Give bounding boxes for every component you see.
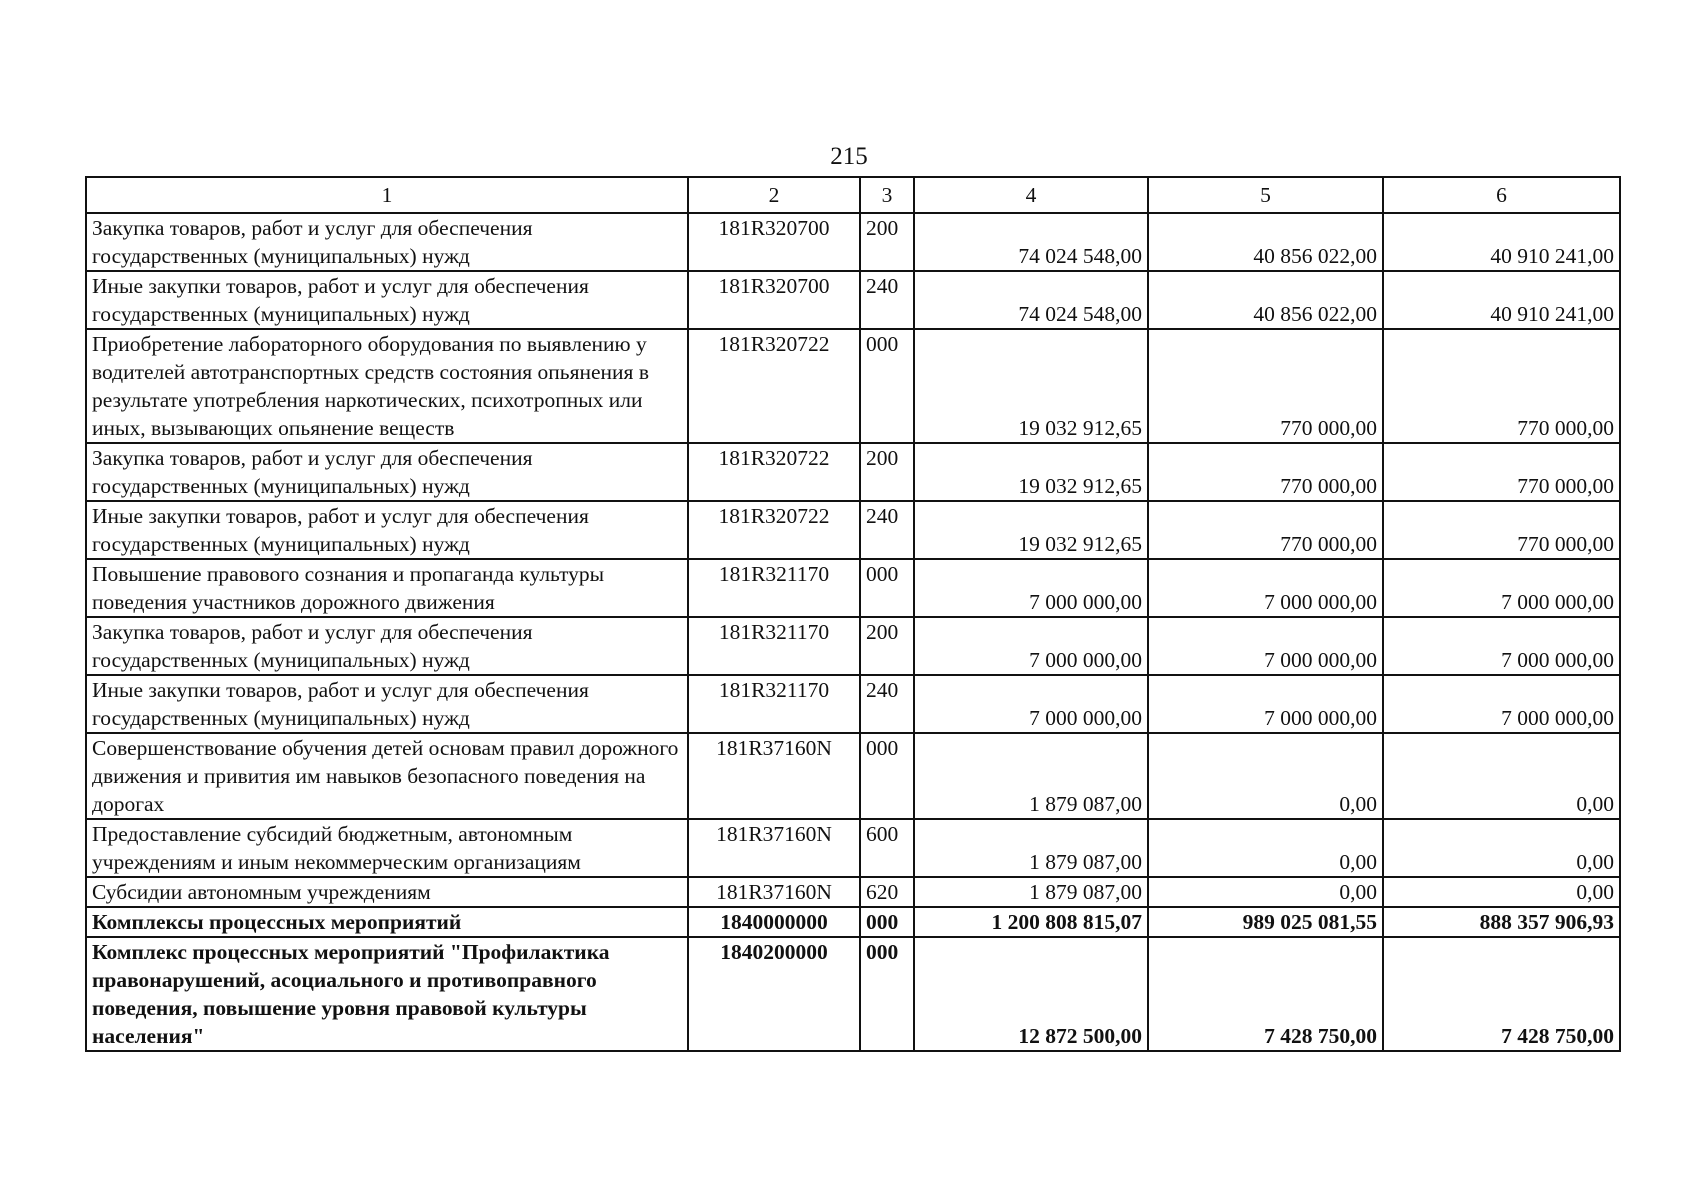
row-expense-type: 600	[860, 819, 914, 877]
table-row	[86, 877, 1620, 907]
row-amount-col4: 12 872 500,00	[914, 937, 1148, 1051]
row-expense-type: 240	[860, 501, 914, 559]
row-expense-type: 000	[860, 329, 914, 443]
row-expense-type: 000	[860, 907, 914, 937]
row-amount-col5: 770 000,00	[1148, 443, 1383, 501]
row-amount-col4: 7 000 000,00	[914, 559, 1148, 617]
column-header: 3	[860, 177, 914, 213]
table-row	[86, 213, 1620, 271]
row-code: 181R320722	[688, 501, 860, 559]
row-amount-col5: 0,00	[1148, 819, 1383, 877]
table-row	[86, 559, 1620, 617]
row-expense-type: 000	[860, 733, 914, 819]
row-name: Предоставление субсидий бюджетным, автономным учреждениям и иным некоммерческим организациям	[86, 819, 688, 877]
row-name: Иные закупки товаров, работ и услуг для обеспечения государственных (муниципальных) нужд	[86, 501, 688, 559]
row-code: 181R321170	[688, 617, 860, 675]
row-amount-col4: 19 032 912,65	[914, 501, 1148, 559]
row-amount-col6: 770 000,00	[1383, 501, 1620, 559]
table-row	[86, 907, 1620, 937]
row-name: Закупка товаров, работ и услуг для обеспечения государственных (муниципальных) нужд	[86, 617, 688, 675]
row-amount-col5: 770 000,00	[1148, 329, 1383, 443]
row-code: 181R37160N	[688, 877, 860, 907]
row-expense-type: 000	[860, 937, 914, 1051]
table-row	[86, 617, 1620, 675]
row-amount-col4: 74 024 548,00	[914, 271, 1148, 329]
row-expense-type: 200	[860, 213, 914, 271]
row-amount-col4: 74 024 548,00	[914, 213, 1148, 271]
column-header: 1	[86, 177, 688, 213]
row-amount-col5: 40 856 022,00	[1148, 213, 1383, 271]
budget-table	[85, 176, 1621, 1052]
row-name: Совершенствование обучения детей основам правил дорожного движения и привития им навыков безопасного поведения на дорогах	[86, 733, 688, 819]
row-amount-col5: 7 000 000,00	[1148, 559, 1383, 617]
row-amount-col6: 7 000 000,00	[1383, 617, 1620, 675]
table-row	[86, 937, 1620, 1051]
row-code: 181R320722	[688, 329, 860, 443]
row-expense-type: 240	[860, 675, 914, 733]
row-amount-col5: 0,00	[1148, 877, 1383, 907]
row-amount-col4: 1 879 087,00	[914, 877, 1148, 907]
column-header-row	[86, 177, 1620, 213]
row-code: 181R320722	[688, 443, 860, 501]
row-name: Комплекс процессных мероприятий "Профилактика правонарушений, асоциального и противоправного поведения, повышение уровня правовой культуры населения"	[86, 937, 688, 1051]
row-code: 181R321170	[688, 559, 860, 617]
row-amount-col4: 1 879 087,00	[914, 733, 1148, 819]
table-row	[86, 733, 1620, 819]
page-number: 215	[830, 143, 868, 170]
row-amount-col5: 40 856 022,00	[1148, 271, 1383, 329]
row-amount-col6: 0,00	[1383, 733, 1620, 819]
row-amount-col5: 7 000 000,00	[1148, 617, 1383, 675]
table-body	[86, 177, 1620, 1051]
row-amount-col5: 0,00	[1148, 733, 1383, 819]
row-expense-type: 240	[860, 271, 914, 329]
row-code: 181R321170	[688, 675, 860, 733]
row-amount-col5: 989 025 081,55	[1148, 907, 1383, 937]
table-row	[86, 675, 1620, 733]
row-amount-col4: 19 032 912,65	[914, 443, 1148, 501]
row-name: Комплексы процессных мероприятий	[86, 907, 688, 937]
table-row	[86, 271, 1620, 329]
row-amount-col6: 7 000 000,00	[1383, 675, 1620, 733]
row-amount-col6: 7 000 000,00	[1383, 559, 1620, 617]
table-row	[86, 501, 1620, 559]
row-amount-col6: 770 000,00	[1383, 329, 1620, 443]
row-name: Повышение правового сознания и пропаганда культуры поведения участников дорожного движения	[86, 559, 688, 617]
column-header: 6	[1383, 177, 1620, 213]
row-amount-col6: 7 428 750,00	[1383, 937, 1620, 1051]
row-amount-col6: 40 910 241,00	[1383, 271, 1620, 329]
row-expense-type: 200	[860, 617, 914, 675]
row-code: 181R320700	[688, 213, 860, 271]
row-amount-col4: 1 200 808 815,07	[914, 907, 1148, 937]
table-row	[86, 819, 1620, 877]
row-amount-col5: 7 000 000,00	[1148, 675, 1383, 733]
row-name: Иные закупки товаров, работ и услуг для обеспечения государственных (муниципальных) нужд	[86, 675, 688, 733]
row-amount-col5: 7 428 750,00	[1148, 937, 1383, 1051]
row-name: Закупка товаров, работ и услуг для обеспечения государственных (муниципальных) нужд	[86, 443, 688, 501]
row-code: 1840000000	[688, 907, 860, 937]
column-header: 4	[914, 177, 1148, 213]
row-amount-col4: 7 000 000,00	[914, 617, 1148, 675]
row-name: Иные закупки товаров, работ и услуг для обеспечения государственных (муниципальных) нужд	[86, 271, 688, 329]
table-row	[86, 329, 1620, 443]
column-header: 5	[1148, 177, 1383, 213]
row-code: 181R37160N	[688, 733, 860, 819]
row-code: 181R320700	[688, 271, 860, 329]
row-amount-col4: 7 000 000,00	[914, 675, 1148, 733]
row-code: 1840200000	[688, 937, 860, 1051]
column-header: 2	[688, 177, 860, 213]
row-expense-type: 000	[860, 559, 914, 617]
row-name: Субсидии автономным учреждениям	[86, 877, 688, 907]
row-amount-col5: 770 000,00	[1148, 501, 1383, 559]
row-name: Приобретение лабораторного оборудования по выявлению у водителей автотранспортных средств состояния опьянения в результате употребления наркотических, психотропных или иных, вызывающих опьянение веществ	[86, 329, 688, 443]
row-amount-col6: 0,00	[1383, 877, 1620, 907]
table-row	[86, 443, 1620, 501]
row-expense-type: 200	[860, 443, 914, 501]
row-amount-col4: 1 879 087,00	[914, 819, 1148, 877]
row-code: 181R37160N	[688, 819, 860, 877]
row-name: Закупка товаров, работ и услуг для обеспечения государственных (муниципальных) нужд	[86, 213, 688, 271]
row-amount-col6: 40 910 241,00	[1383, 213, 1620, 271]
row-amount-col6: 888 357 906,93	[1383, 907, 1620, 937]
row-amount-col4: 19 032 912,65	[914, 329, 1148, 443]
row-expense-type: 620	[860, 877, 914, 907]
row-amount-col6: 0,00	[1383, 819, 1620, 877]
row-amount-col6: 770 000,00	[1383, 443, 1620, 501]
